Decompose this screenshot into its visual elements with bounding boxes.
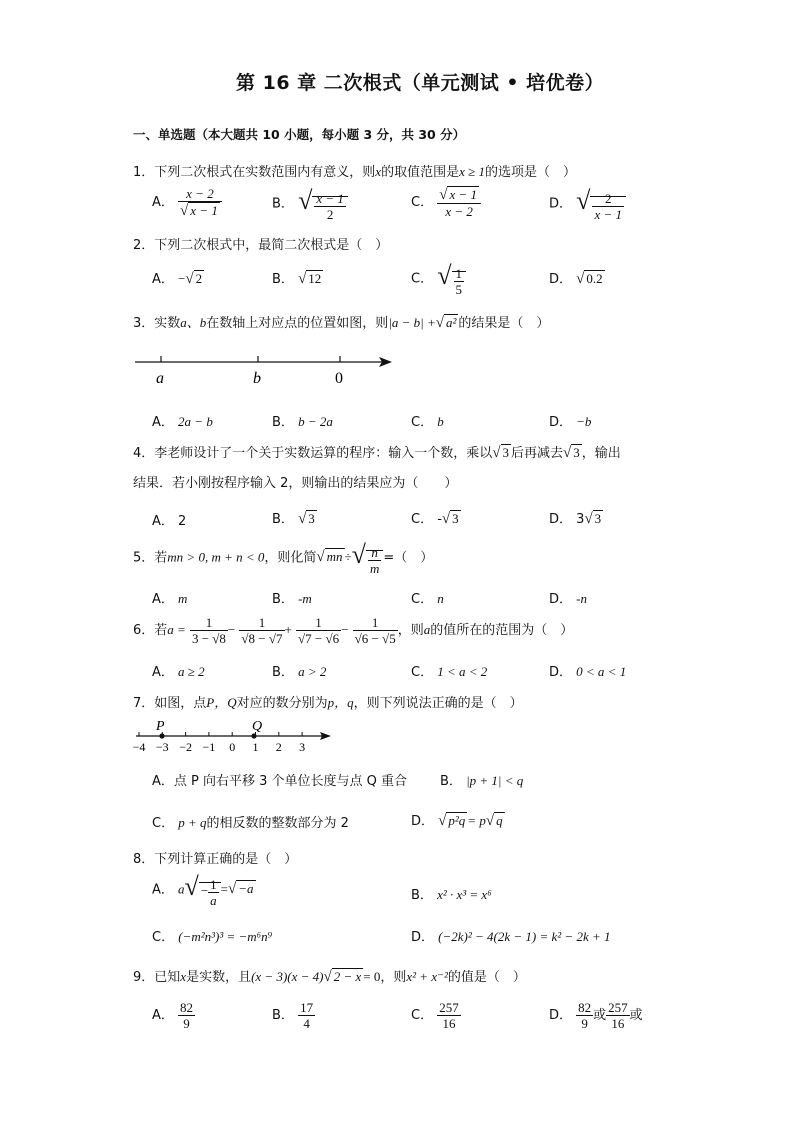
question-6-stem: 6．若a = $\frac{1}{3 - √8}$ − $\frac{1}{√8 - √7}$ + $\frac{1}{√7 - √6}$ − $\frac{1}{√6 - √5}$ ，则a的值所在的范围为（ ） (133, 615, 574, 646)
q4-option-b[interactable]: B． √ 3 (272, 511, 315, 527)
tick-label: −1 (202, 740, 216, 754)
label-b: b (253, 370, 261, 387)
section-heading: 一、单选题（本大题共 10 小题，每小题 3 分，共 30 分） (133, 127, 466, 142)
q3-option-a[interactable]: A． 2a − b (152, 414, 213, 430)
q2-option-a[interactable]: A． −√ 2 (152, 271, 203, 287)
q6-option-c[interactable]: C． 1 < a < 2 (411, 664, 488, 680)
q2-option-d[interactable]: D． √ 0.2 (549, 271, 603, 287)
q7-option-d[interactable]: D． √ p²q = p√ q (411, 813, 503, 829)
q8-option-d[interactable]: D． (−2k)² − 4(2k − 1) = k² − 2k + 1 (411, 929, 611, 945)
point-q (251, 733, 256, 738)
label-p: P (156, 719, 165, 734)
q8-option-b[interactable]: B． x² · x³ = x⁶ (411, 887, 492, 903)
q7-option-b[interactable]: B． |p + 1| < q (440, 773, 524, 789)
q9-option-b[interactable]: B． $\frac{17}{4}$ (272, 1000, 314, 1031)
question-4-stem-line1: 4．李老师设计了一个关于实数运算的程序：输入一个数，乘以√ 3 后再减去√ 3 ，输出 (133, 445, 621, 461)
q2-option-b[interactable]: B． √ 12 (272, 271, 322, 287)
q5-option-d[interactable]: D． -n (549, 591, 587, 607)
q1-option-c[interactable]: C． $\frac{√ x - 1}{x - 2}$ (411, 186, 481, 219)
label-zero: 0 (335, 370, 343, 387)
question-5-stem: 5．若mn > 0, m + n < 0，则化简√ mn ÷√ $\frac{n}{m}$ =（ ） (133, 540, 434, 576)
q5-option-c[interactable]: C． n (411, 591, 444, 607)
q6-option-a[interactable]: A． a ≥ 2 (152, 664, 205, 680)
q9-option-a[interactable]: A． $\frac{82}{9}$ (152, 1000, 194, 1031)
q9-option-d[interactable]: D． $\frac{82}{9}$ 或 $\frac{257}{16}$ 或 (549, 1000, 643, 1031)
question-2-stem: 2．下列二次根式中，最简二次根式是（ ） (133, 238, 389, 253)
q7-option-c[interactable]: C． p + q的相反数的整数部分为 2 (152, 815, 349, 831)
q4-option-a[interactable]: A． 2 (152, 514, 187, 529)
q1-option-d[interactable]: D． √ $\frac{2}{x - 1}$ (549, 186, 626, 222)
q3-option-c[interactable]: C． b (411, 414, 444, 430)
tick-label: −2 (179, 740, 192, 754)
tick-label: 2 (275, 740, 282, 754)
q5-option-b[interactable]: B． -m (272, 591, 312, 607)
q7-option-a[interactable]: A．点 P 向右平移 3 个单位长度与点 Q 重合 (152, 774, 408, 789)
question-9-stem: 9．已知x是实数，且(x − 3)(x − 4)√ 2 − x = 0，则x² + x⁻²的值是（ ） (133, 969, 526, 985)
tick-label: −4 (133, 740, 146, 754)
question-8-stem: 8．下列计算正确的是（ ） (133, 852, 298, 867)
q2-option-c[interactable]: C． √ $\frac{1}{5}$ (411, 261, 466, 297)
q6-option-b[interactable]: B． a > 2 (272, 664, 327, 680)
question-3-stem: 3．实数a、b在数轴上对应点的位置如图，则|a − b| +√ a² 的结果是（ ） (133, 315, 550, 331)
label-q: Q (252, 719, 263, 734)
q3-option-d[interactable]: D． −b (549, 414, 592, 430)
point-p (159, 733, 164, 738)
tick-label: 1 (252, 740, 259, 754)
q6-option-d[interactable]: D． 0 < a < 1 (549, 664, 627, 680)
q8-option-a[interactable]: A． a√ − $\frac{1}{a}$ =√ −a (152, 872, 254, 908)
q1-option-a[interactable]: A． $\frac{x - 2}{√ x - 1}$ (152, 186, 222, 219)
q4-option-d[interactable]: D． 3√ 3 (549, 511, 602, 527)
q1-option-b[interactable]: B． √ $\frac{x - 1}{2}$ (272, 186, 348, 222)
tick-label: −3 (155, 740, 169, 754)
tick-label: 3 (299, 740, 306, 754)
q8-option-c[interactable]: C． (−m²n³)³ = −m⁶n⁹ (152, 929, 273, 945)
page-title: 第 16 章 二次根式（单元测试 • 培优卷） (236, 72, 605, 94)
label-a: a (156, 370, 164, 387)
question-1-stem: 1．下列二次根式在实数范围内有意义，则x的取值范围是x ≥ 1的选项是（ ） (133, 164, 576, 180)
tick-label: 0 (229, 740, 236, 754)
number-line-q3 (130, 350, 400, 390)
question-4-stem-line2: 结果．若小刚按程序输入 2，则输出的结果应为（ ） (133, 476, 458, 491)
q4-option-c[interactable]: C． -√ 3 (411, 511, 459, 527)
number-line-q7 (133, 716, 343, 756)
question-7-stem: 7．如图，点P，Q对应的数分别为p，q，则下列说法正确的是（ ） (133, 695, 523, 711)
q3-option-b[interactable]: B． b − 2a (272, 414, 333, 430)
q9-option-c[interactable]: C． $\frac{257}{16}$ (411, 1000, 459, 1031)
q5-option-a[interactable]: A． m (152, 591, 188, 607)
